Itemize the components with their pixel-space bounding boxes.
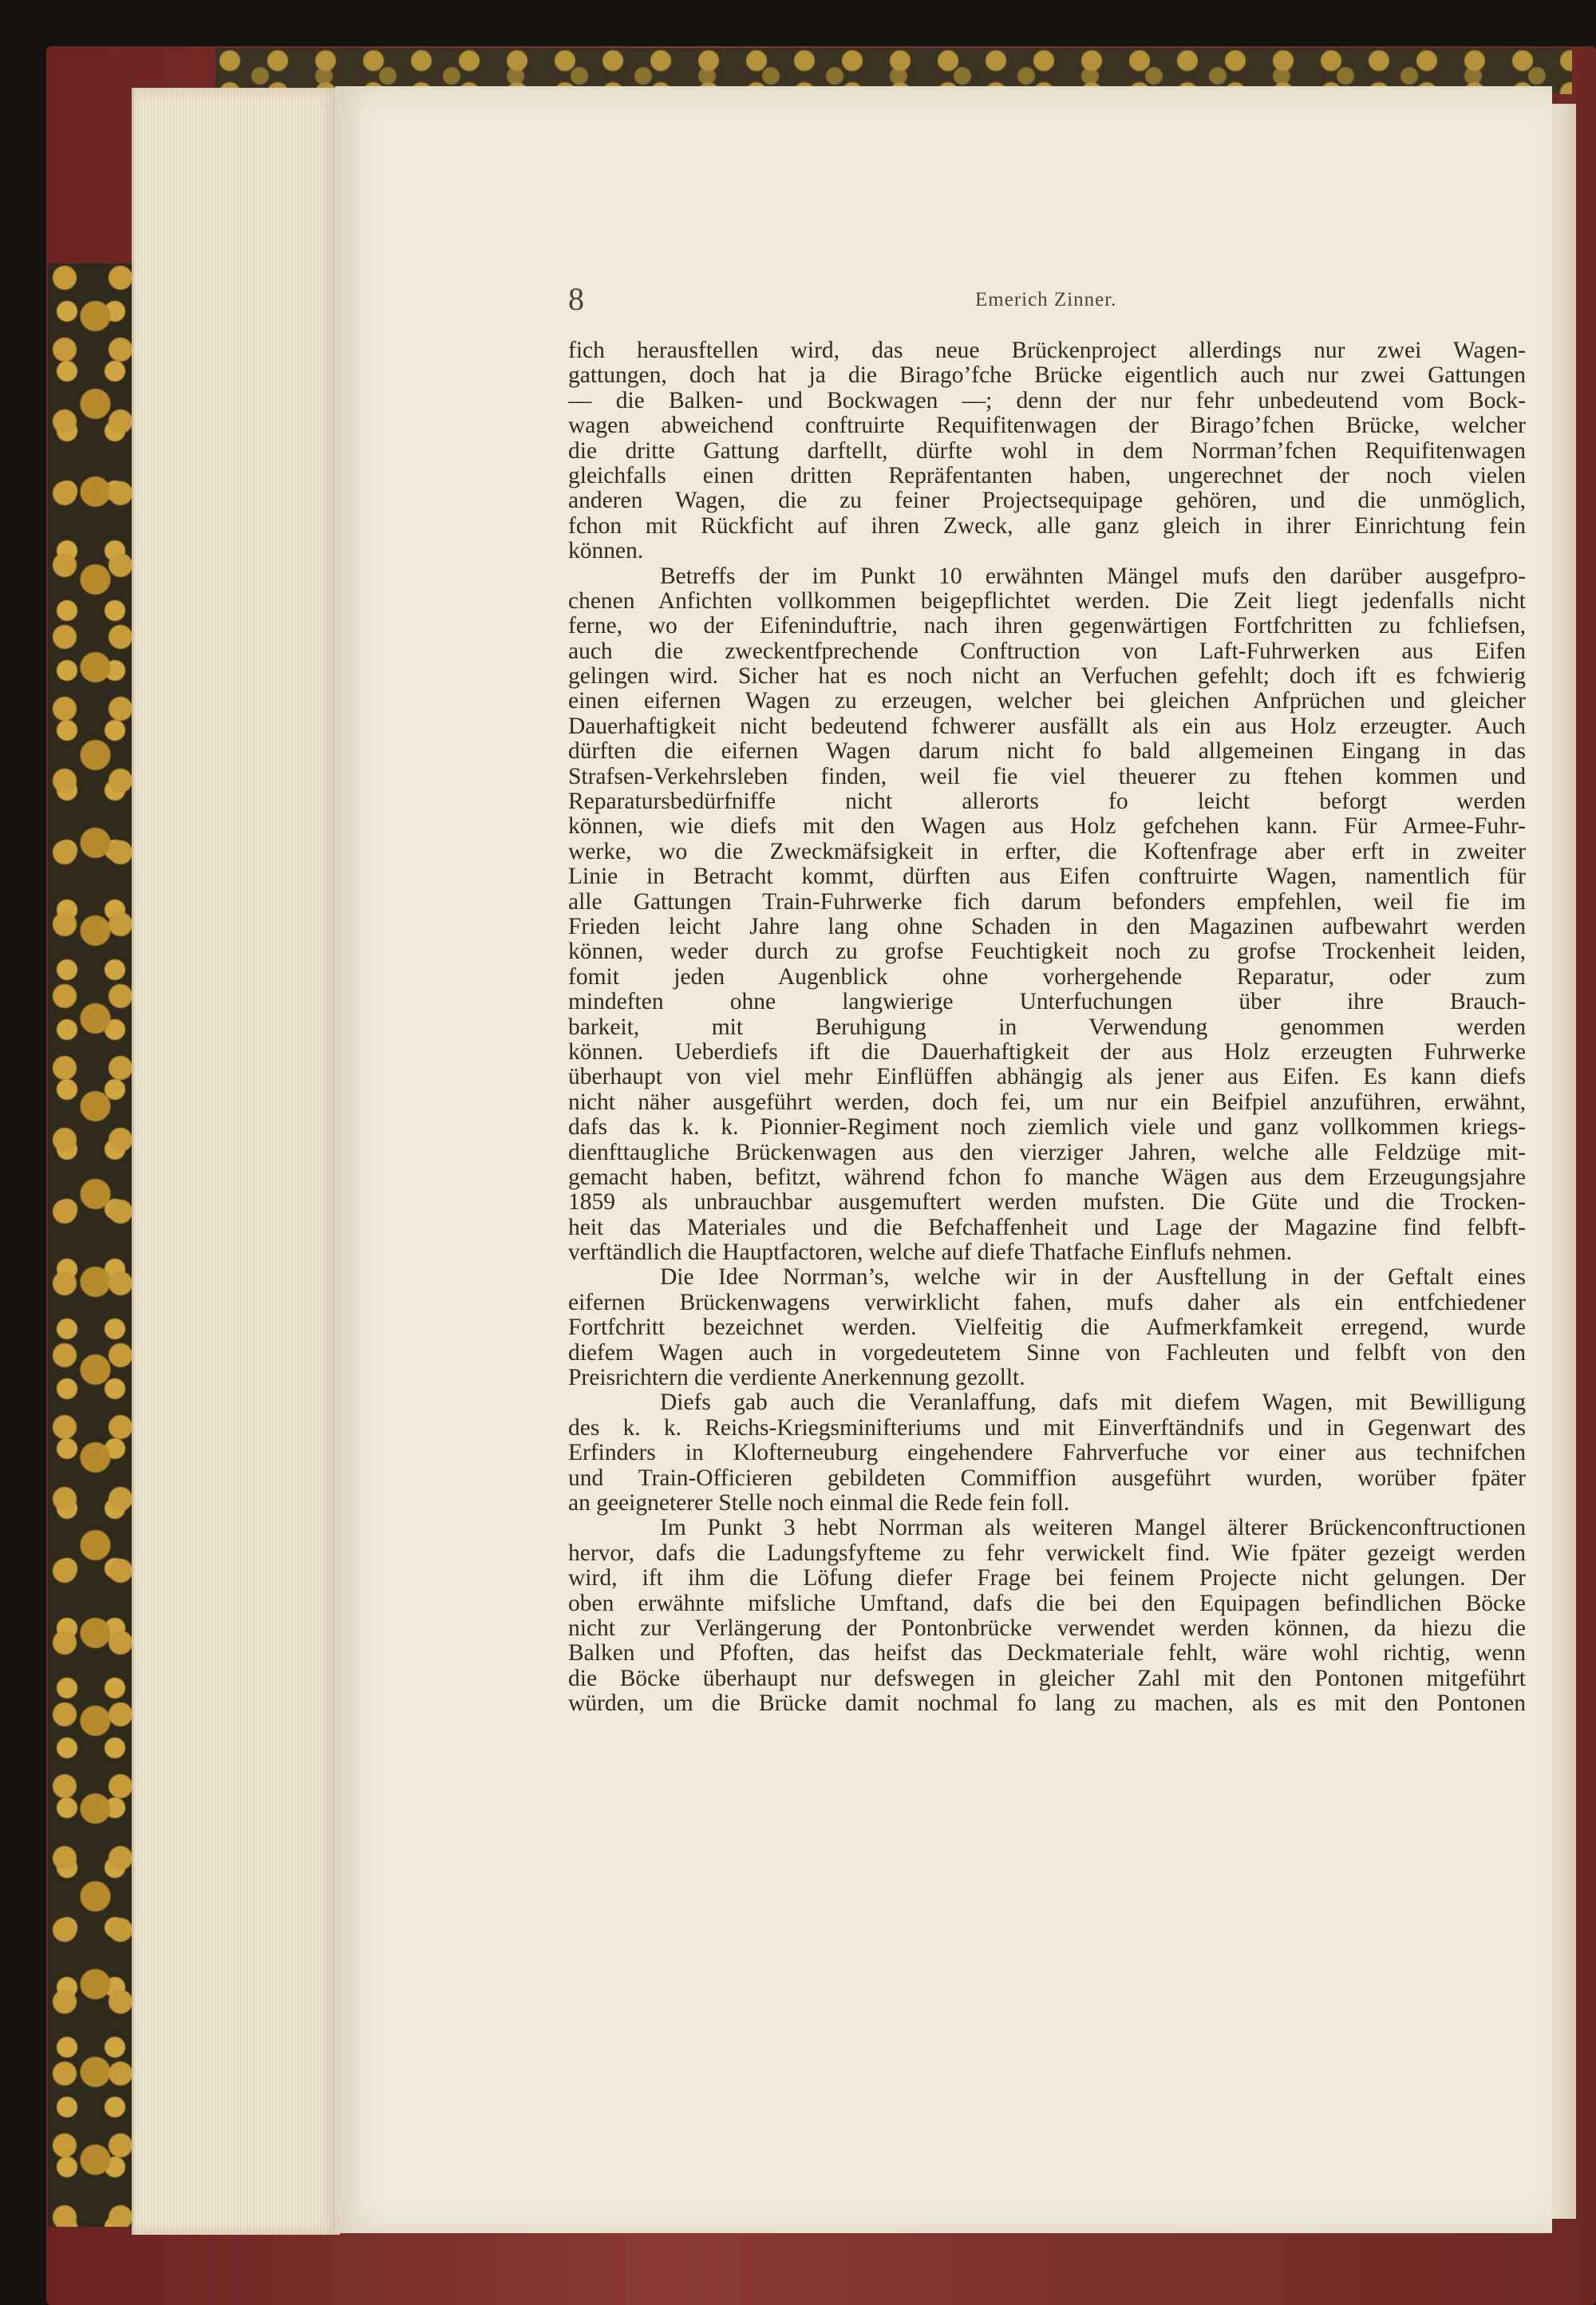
text-line: barkeit, mit Beruhigung in Verwendung genommen werden [568, 1014, 1526, 1040]
text-line: des k. k. Reichs-Kriegsminifteriums und mit Einverftändnifs und in Gegenwart des [568, 1415, 1526, 1441]
text-line: oben erwähnte mifsliche Umftand, dafs die bei den Equipagen befindlichen Böcke [568, 1591, 1526, 1616]
text-line: wird, ift ihm die Löfung diefer Frage bei feinem Projecte nicht gelungen. Der [568, 1566, 1526, 1591]
text-line: überhaupt von viel mehr Einflüffen abhängig als jener aus Eifen. Es kann diefs [568, 1065, 1526, 1090]
text-line: an geeigneterer Stelle noch einmal die Rede fein foll. [568, 1490, 1070, 1516]
text-line: Reparatursbedürfniffe nicht allerorts fo leicht beforgt werden [568, 789, 1526, 815]
text-line: Frieden leicht Jahre lang ohne Schaden in den Magazinen aufbewahrt werden [568, 914, 1526, 939]
text-line: wagen abweichend conftruirte Requifitenwagen der Birago’fchen Brücke, welcher [568, 413, 1526, 439]
text-line: dafs das k. k. Pionnier-Regiment noch ziemlich viele und ganz vollkommen kriegs- [568, 1115, 1526, 1141]
marbled-endpaper [48, 263, 137, 2227]
text-line: Erfinders in Klofterneuburg eingehendere Fahrverfuche vor einer aus technifchen [568, 1441, 1526, 1466]
text-line: fchon mit Rückficht auf ihren Zweck, alle ganz gleich in ihrer Einrichtung fein [568, 513, 1526, 539]
text-line: diefem Wagen auch in vorgedeutetem Sinne von Fachleuten und felbft von den [568, 1340, 1526, 1366]
text-line: einen eifernen Wagen zu erzeugen, welcher bei gleichen Anfprüchen und gleicher [568, 689, 1526, 714]
text-line: die dritte Gattung darftellt, dürfte wohl in dem Norrman’fchen Requifitenwagen [568, 438, 1526, 464]
text-line: fomit jeden Augenblick ohne vorhergehende Reparatur, oder zum [568, 964, 1526, 990]
text-line: fich herausftellen wird, das neue Brückenproject allerdings nur zwei Wagen- [568, 338, 1526, 363]
text-line: mindeften ohne langwierige Unterfuchungen über ihre Brauch- [568, 990, 1526, 1015]
text-line: verftändlich die Hauptfactoren, welche auf diefe Thatfache Einflufs nehmen. [568, 1240, 1292, 1266]
text-line: eifernen Brückenwagens verwirklicht fahen, mufs daher als ein entfchiedener [568, 1290, 1526, 1315]
text-line: Fortfchritt bezeichnet werden. Vielfeitig die Aufmerkfamkeit erregend, wurde [568, 1315, 1526, 1341]
text-line: Im Punkt 3 hebt Norrman als weiteren Mangel älterer Brückenconftructionen [660, 1516, 1526, 1541]
text-line: — die Balken- und Bockwagen —; denn der nur fehr unbedeutend vom Bock- [568, 388, 1526, 413]
text-line: werke, wo die Zweckmäfsigkeit in erfter, die Koftenfrage aber erft in zweiter [568, 839, 1526, 864]
text-line: Die Idee Norrman’s, welche wir in der Ausftellung in der Geftalt eines [660, 1265, 1526, 1291]
text-line: nicht näher ausgeführt werden, doch fei, um nur ein Beifpiel anzuführen, erwähnt, [568, 1089, 1526, 1115]
text-line: gattungen, doch hat ja die Birago’fche Brücke eigentlich auch nur zwei Gattungen [568, 363, 1526, 389]
text-line: die Böcke überhaupt nur defswegen in gleicher Zahl mit den Pontonen mitgeführt [568, 1666, 1526, 1691]
text-line: chenen Anfichten vollkommen beigepflichtet werden. Die Zeit liegt jedenfalls nicht [568, 588, 1526, 614]
text-line: dürften die eifernen Wagen darum nicht fo bald allgemeinen Eingang in das [568, 739, 1526, 765]
text-line: gelingen wird. Sicher hat es noch nicht an Verfuchen gefehlt; doch ift es fchwierig [568, 664, 1526, 690]
text-line: können. [568, 539, 644, 564]
page-number: 8 [568, 281, 584, 317]
text-line: nicht zur Verlängerung der Pontonbrücke verwendet werden können, da hiezu die [568, 1615, 1526, 1641]
text-line: können. Ueberdiefs ift die Dauerhaftigkeit der aus Holz erzeugten Fuhrwerke [568, 1039, 1526, 1065]
text-line: Preisrichtern die verdiente Anerkennung gezollt. [568, 1366, 1025, 1391]
text-line: 1859 als unbrauchbar ausgemuftert werden mufsten. Die Güte und die Trocken- [568, 1190, 1526, 1216]
text-line: heit das Materiales und die Befchaffenheit und Lage der Magazine find felbft- [568, 1215, 1526, 1240]
text-line: gemacht haben, befitzt, während fchon fo manche Wägen aus dem Erzeugungsjahre [568, 1164, 1526, 1190]
text-line: Strafsen-Verkehrsleben finden, weil fie viel theuerer zu ftehen kommen und [568, 764, 1526, 789]
body-text [568, 338, 1526, 1716]
text-line: gleichfalls einen dritten Repräfentanten haben, ungerechnet der noch vielen [568, 463, 1526, 488]
text-line: dienfttaugliche Brückenwagen aus den vierziger Jahren, welche alle Feldzüge mit- [568, 1140, 1526, 1165]
text-line: Linie in Betracht kommt, dürften aus Eifen conftruirte Wagen, namentlich für [568, 864, 1526, 890]
text-line: Diefs gab auch die Veranlaffung, dafs mit diefem Wagen, mit Bewilligung [660, 1390, 1526, 1416]
running-title: Emerich Zinner. [975, 289, 1117, 310]
text-line: können, weder durch zu grofse Feuchtigkeit noch zu grofse Trockenheit leiden, [568, 939, 1526, 965]
page-right-edge [1552, 104, 1576, 2219]
text-line: und Train-Officieren gebildeten Commiffion ausgeführt wurden, worüber fpäter [568, 1465, 1526, 1491]
text-line: Dauerhaftigkeit nicht bedeutend fchwerer ausfällt als ein aus Holz erzeugter. Auch [568, 714, 1526, 739]
page-stack-edges [132, 88, 340, 2235]
text-line: auch die zweckentfprechende Conftruction von Laft-Fuhrwerken aus Eifen [568, 639, 1526, 664]
text-line: ferne, wo der Eifeninduftrie, nach ihren gegenwärtigen Fortfchritten zu fchliefsen, [568, 614, 1526, 639]
text-line: würden, um die Brücke damit nochmal fo lang zu machen, als es mit den Pontonen [568, 1691, 1526, 1717]
page-header [568, 279, 1526, 319]
text-line: alle Gattungen Train-Fuhrwerke fich darum befonders empfehlen, weil fie im [568, 889, 1526, 915]
text-line: Balken und Pfoften, das heifst das Deckmateriale fehlt, wäre wohl richtig, wenn [568, 1641, 1526, 1666]
text-line: können, wie diefs mit den Wagen aus Holz gefchehen kann. Für Armee-Fuhr- [568, 814, 1526, 840]
text-line: Betreffs der im Punkt 10 erwähnten Mängel mufs den darüber ausgefpro- [660, 563, 1526, 589]
text-line: hervor, dafs die Ladungsfyfteme zu fehr verwickelt find. Wie fpäter gezeigt werden [568, 1540, 1526, 1566]
text-line: anderen Wagen, die zu feiner Projectsequipage gehören, und die unmöglich, [568, 488, 1526, 514]
